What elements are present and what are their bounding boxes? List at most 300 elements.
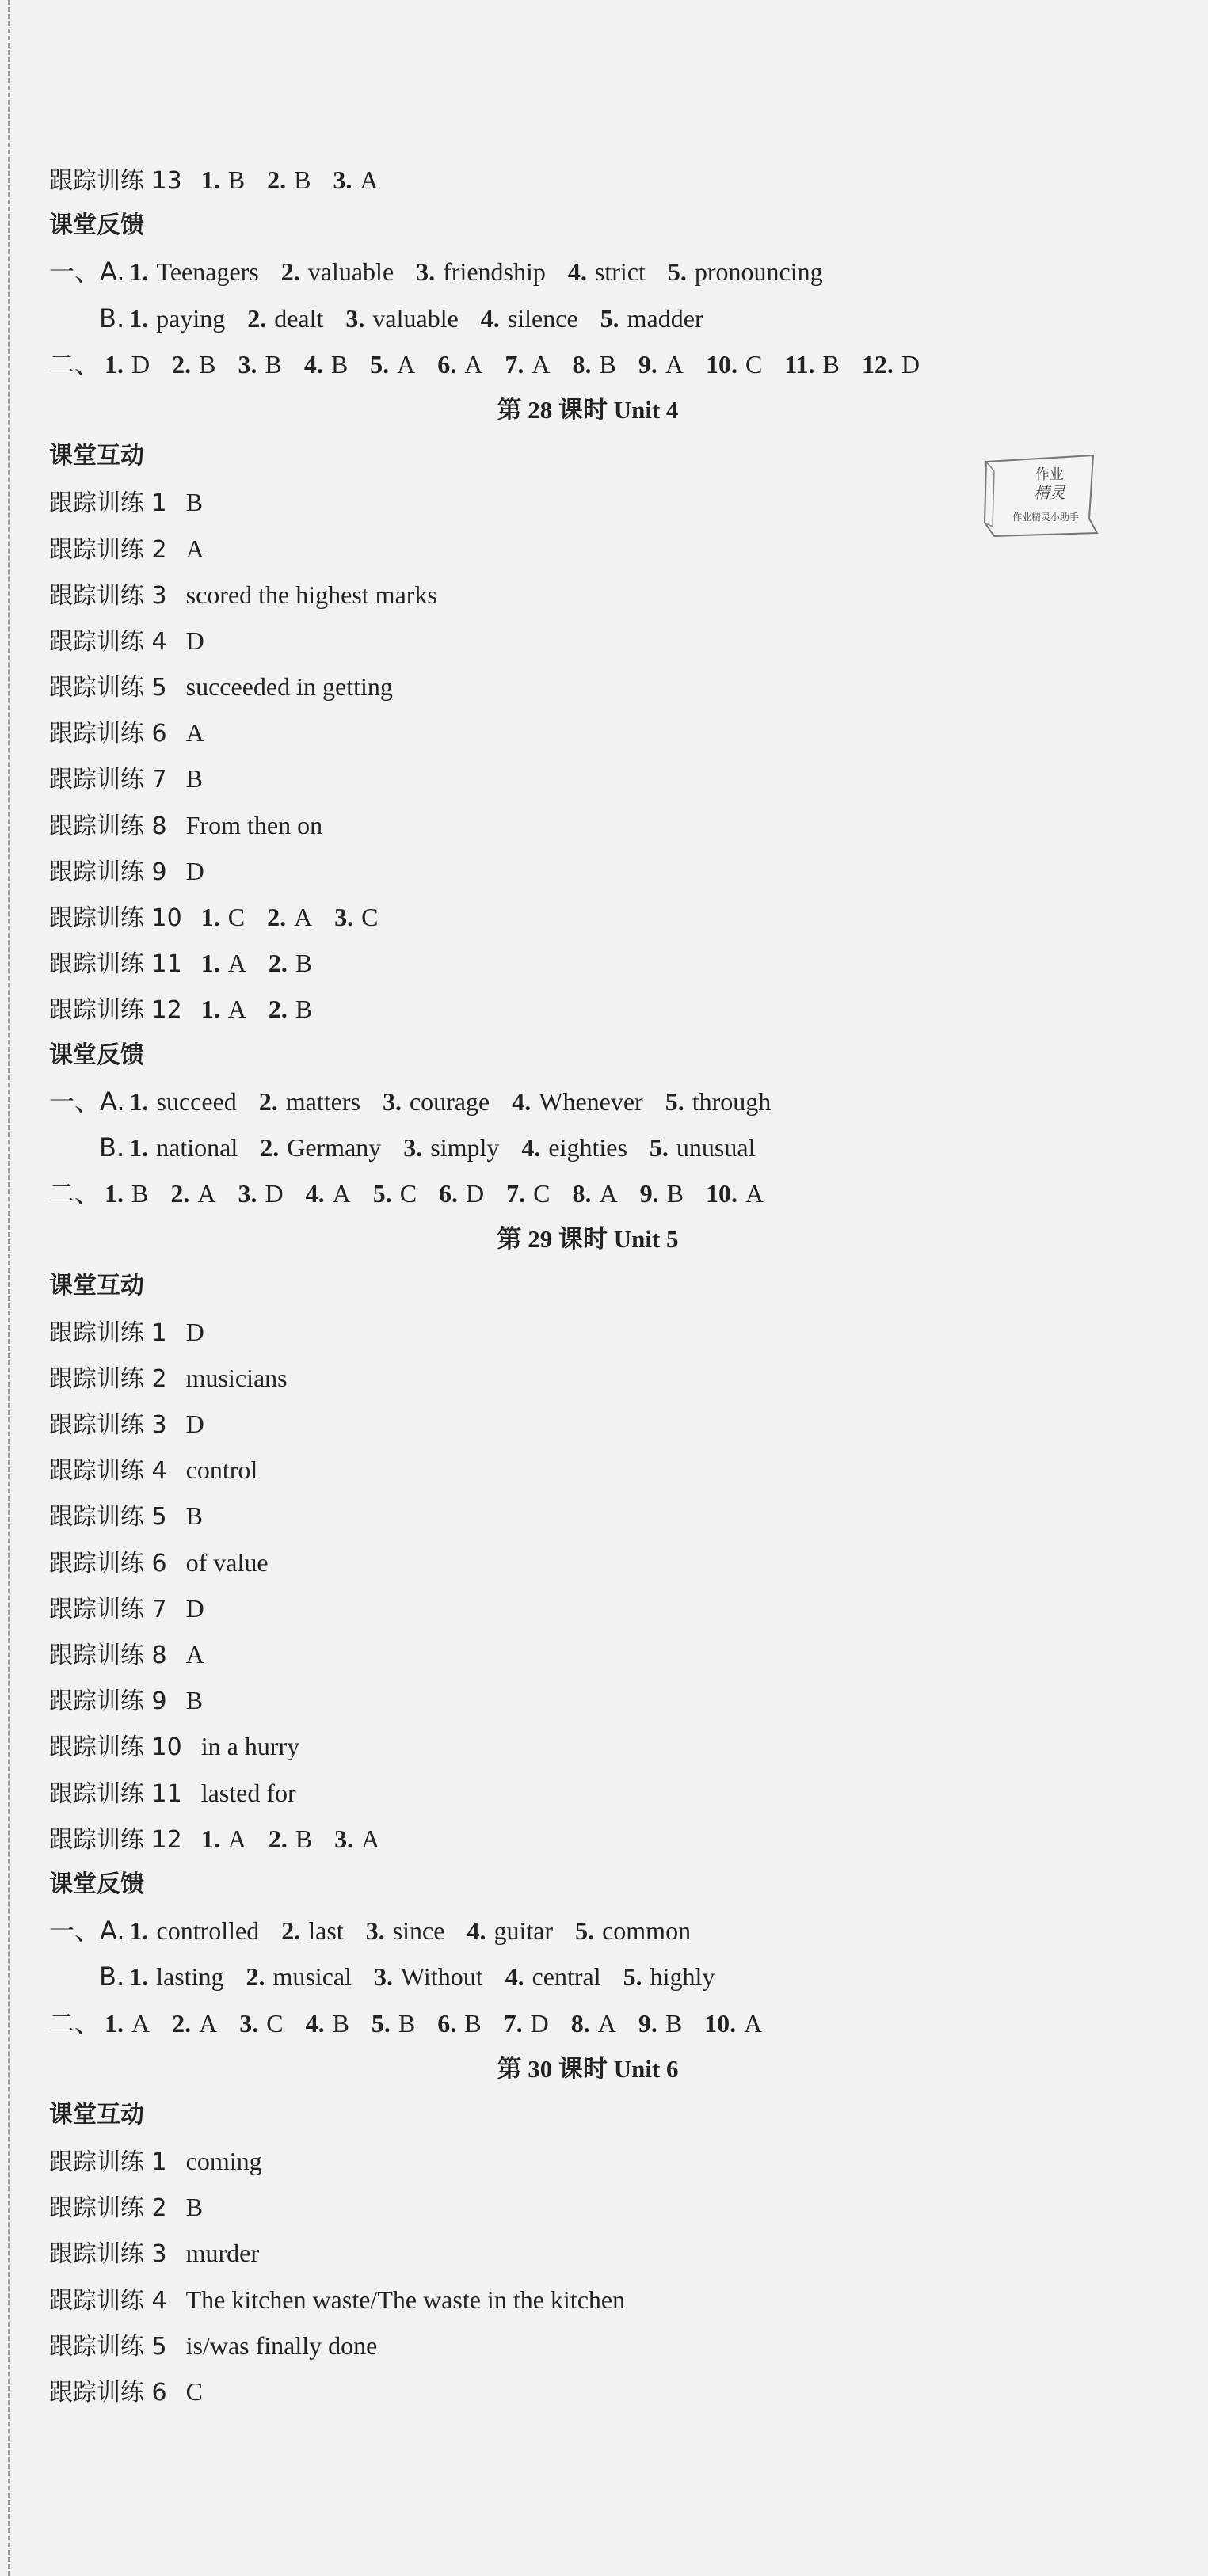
item-number: 11. [784,349,815,379]
question-group-label: 二、 [49,2007,101,2038]
item-answer: valuable [372,303,459,333]
item-answer: since [392,1916,445,1946]
item-answer: eighties [548,1132,627,1162]
item-answer: B [295,995,313,1024]
exercise-label: 跟踪训练 13 [49,167,182,195]
answer-text: D [185,1593,204,1623]
item-answer: A [199,2008,218,2038]
item-answer: C [227,903,246,931]
item-answer: B [398,2008,416,2038]
question-group-label: B. [99,1132,125,1162]
answer-row [49,1908,1158,1954]
item-number: 3. [365,1916,385,1946]
section-heading: 课堂互动 [49,1271,144,1299]
answer-item [129,1954,223,2000]
section-heading: 课堂互动 [49,2100,144,2129]
answer-item [467,1908,553,1954]
item-number: 1. [105,349,124,379]
item-answer: B [464,2008,482,2038]
item-answer: unusual [676,1132,756,1162]
tracking-exercise-row [49,1677,1158,1723]
item-answer: pronouncing [694,257,823,287]
section-heading: 课堂反馈 [49,1041,144,1069]
tracking-exercise-row [49,1309,1158,1355]
item-number: 1. [200,166,220,194]
tracking-exercise-row [49,894,1158,940]
item-answer: friendship [443,257,546,287]
tracking-exercise-row [49,710,1158,755]
answer-row [49,2000,1158,2046]
exercise-label: 跟踪训练 6 [49,1549,167,1577]
answer-item [372,2000,415,2046]
exercise-label: 跟踪训练 2 [49,535,167,564]
item-answer: B [330,349,349,379]
item-number: 4. [305,1179,325,1208]
answer-item [638,2000,682,2046]
item-number: 3. [238,349,257,379]
exercise-label: 跟踪训练 12 [49,1825,182,1854]
tracking-exercise-row [49,1723,1158,1769]
answer-text: B [185,1501,203,1531]
item-answer: A [744,2008,763,2038]
answer-text: C [185,2377,203,2406]
item-number: 1. [129,1086,149,1116]
item-answer: A [227,1824,246,1853]
item-answer: C [399,1179,417,1208]
answer-item [201,940,246,986]
question-group-label: 二、 [49,348,101,379]
answer-text: of value [185,1547,269,1577]
item-answer: B [199,349,216,379]
item-number: 3. [373,1962,393,1992]
item-answer: Whenever [539,1086,643,1116]
item-number: 1. [200,949,220,978]
answer-item [504,2000,549,2046]
stamp-line3: 作业精灵小助手 [1012,512,1080,523]
item-number: 6. [439,1179,459,1208]
answer-item [668,249,823,295]
answer-item [521,1124,627,1170]
item-number: 1. [200,1824,220,1853]
answer-item [130,249,259,295]
answer-text: D [185,1317,204,1346]
item-number: 2. [258,1086,278,1116]
exercise-label: 跟踪训练 6 [49,2379,167,2407]
item-number: 2. [281,1916,301,1946]
item-answer: B [227,166,246,194]
answer-item [437,341,482,387]
exercise-label: 跟踪训练 9 [49,1688,167,1716]
item-number: 1. [200,995,220,1024]
exercise-label: 跟踪训练 12 [49,996,182,1025]
item-number: 5. [623,1962,642,1992]
item-number: 2. [268,949,288,978]
item-number: 3. [333,166,352,194]
answer-item [105,341,150,387]
answer-item [575,1908,691,1954]
answer-row [49,295,1158,341]
answer-item [105,1170,148,1216]
item-answer: A [361,1824,380,1853]
answer-row [49,1170,1158,1216]
item-answer: A [227,949,246,978]
item-answer: A [197,1179,216,1208]
answer-row [49,1954,1158,2000]
item-number: 2. [246,1962,265,1992]
item-answer: B [822,349,840,379]
answer-item [505,341,550,387]
item-answer: A [599,1179,618,1208]
item-answer: B [665,2008,683,2038]
answer-text: The kitchen waste/The waste in the kitchen [185,2285,626,2314]
item-answer: A [745,1179,764,1208]
answer-text: coming [185,2147,262,2176]
answer-item [437,2000,481,2046]
answer-item [170,1170,215,1216]
item-number: 3. [334,1824,354,1853]
answer-item [238,341,281,387]
exercise-label: 跟踪训练 5 [49,674,167,702]
item-number: 3. [239,2008,259,2038]
item-number: 2. [170,1179,190,1208]
item-answer: D [131,349,151,379]
answer-item [370,341,415,387]
answer-item [201,986,246,1032]
exercise-label: 跟踪训练 1 [49,1318,167,1347]
item-answer: B [666,1179,684,1208]
answer-row [49,1079,1158,1124]
answer-item [568,249,646,295]
answer-item [333,157,378,203]
question-group-label: B. [99,302,125,333]
answer-item [638,341,684,387]
item-number: 1. [129,303,149,333]
item-answer: A [360,166,379,194]
item-number: 5. [575,1916,595,1946]
question-group-label: B. [99,1961,125,1992]
item-number: 4. [467,1916,486,1946]
answer-text: B [185,764,203,793]
answer-text: D [185,626,204,655]
item-answer: B [294,166,311,194]
item-number: 1. [129,1916,149,1946]
item-answer: A [397,349,416,379]
tracking-exercise-row [49,618,1158,664]
exercise-label: 跟踪训练 1 [49,489,167,518]
item-answer: B [295,949,313,978]
exercise-label: 跟踪训练 4 [49,1457,167,1486]
item-answer: A [131,2008,151,2038]
item-number: 4. [480,303,500,333]
answer-item [172,2000,217,2046]
item-answer: succeed [156,1086,237,1116]
item-answer: A [665,349,684,379]
tracking-exercise-row [49,2323,1158,2369]
tracking-exercise-row [49,802,1158,848]
answer-item [571,2000,616,2046]
answer-text: B [185,488,203,517]
answer-text: control [185,1455,258,1485]
item-answer: D [530,2008,549,2038]
answer-item [304,341,348,387]
item-number: 5. [370,349,390,379]
item-answer: D [466,1179,485,1208]
item-number: 2. [260,1132,280,1162]
answer-item [439,1170,484,1216]
lesson-title: 第 28 课时 Unit 4 [497,395,679,424]
answer-text: B [185,1686,203,1715]
item-answer: courage [409,1086,490,1116]
exercise-label: 跟踪训练 10 [49,904,182,932]
item-answer: A [597,2008,616,2038]
answer-item [172,341,215,387]
item-number: 3. [334,903,354,931]
item-number: 3. [382,1086,402,1116]
tracking-exercise-row [49,1447,1158,1493]
answer-item [334,894,378,940]
exercise-label: 跟踪训练 5 [49,2332,167,2361]
answer-item [366,1908,445,1954]
answer-item [572,341,615,387]
answer-item [665,1079,772,1124]
stamp-line1: 作业 [1035,466,1064,483]
item-number: 6. [437,2008,457,2038]
item-number: 4. [512,1086,532,1116]
exercise-label: 跟踪训练 10 [49,1733,182,1762]
answer-item [269,1816,312,1862]
item-number: 12. [861,349,894,379]
item-answer: national [156,1132,238,1162]
item-answer: A [332,1179,351,1208]
item-number: 4. [567,257,587,287]
answer-item [706,1170,764,1216]
exercise-label: 跟踪训练 8 [49,1642,167,1669]
item-number: 3. [403,1132,423,1162]
answer-item [281,1908,343,1954]
answer-item [247,295,323,341]
item-number: 7. [505,349,524,379]
item-number: 9. [638,2008,657,2038]
answer-text: lasted for [200,1778,296,1807]
answer-text: murder [185,2239,260,2268]
answer-item [306,2000,349,2046]
item-number: 3. [238,1179,257,1208]
answer-item [201,1816,246,1862]
question-group-label: 二、 [49,1178,101,1209]
answer-text: From then on [185,810,323,839]
answer-row [49,1124,1158,1170]
answer-item [706,341,762,387]
item-number: 8. [572,349,592,379]
answer-item [130,1079,237,1124]
item-answer: Without [400,1962,483,1992]
item-answer: paying [156,303,226,333]
item-number: 5. [667,257,687,287]
answer-item [623,1954,715,2000]
item-answer: A [532,349,551,379]
item-number: 8. [570,2008,590,2038]
exercise-label: 跟踪训练 11 [49,950,182,979]
tracking-exercise-row [49,664,1158,710]
answer-item [374,1954,483,2000]
item-answer: musical [272,1962,352,1992]
answer-item [267,894,312,940]
item-number: 2. [172,2008,192,2038]
exercise-label: 跟踪训练 5 [49,1503,167,1532]
item-number: 1. [129,1962,149,1992]
answer-item [506,1170,550,1216]
exercise-label: 跟踪训练 3 [49,2240,167,2269]
item-answer: simply [430,1132,500,1162]
answer-item [105,2000,150,2046]
item-number: 3. [416,257,436,287]
item-number: 3. [345,303,365,333]
answer-item [481,295,578,341]
item-answer: C [361,903,379,931]
answer-item [259,1079,360,1124]
tracking-exercise-row [49,1585,1158,1631]
tracking-exercise-row [49,2138,1158,2184]
answer-text: scored the highest marks [185,580,437,609]
item-number: 9. [638,349,657,379]
answer-item [373,1170,417,1216]
answer-item [512,1079,642,1124]
answer-item [238,1170,283,1216]
item-answer: through [692,1086,772,1116]
section-heading: 课堂反馈 [49,1870,144,1898]
item-answer: A [464,349,483,379]
item-number: 4. [521,1132,541,1162]
homework-stamp-logo [970,447,1105,542]
item-number: 2. [172,349,192,379]
item-number: 7. [506,1179,526,1208]
item-number: 10. [705,349,737,379]
item-answer: C [533,1179,551,1208]
exercise-label: 跟踪训练 1 [49,2148,167,2177]
answer-item [201,157,245,203]
section-heading: 课堂互动 [49,442,144,470]
item-number: 2. [267,166,287,194]
tracking-exercise-row [49,1493,1158,1539]
item-answer: B [265,349,282,379]
answer-item [129,295,225,341]
item-answer: Germany [287,1132,382,1162]
answer-text: A [185,534,204,563]
answer-item [306,1170,351,1216]
answer-item [129,1124,238,1170]
section-heading: 课堂反馈 [49,211,144,240]
item-answer: Teenagers [156,257,259,287]
answer-text: A [185,1640,204,1669]
item-answer: valuable [307,257,394,287]
item-number: 10. [704,2008,737,2038]
item-answer: highly [650,1962,715,1992]
tracking-exercise-row [49,2369,1158,2414]
tracking-exercise-row [49,1355,1158,1401]
item-number: 2. [247,303,267,333]
binding-dash-line [8,0,10,2576]
tracking-exercise-row [49,940,1158,986]
item-number: 10. [705,1179,737,1208]
answer-item [572,1170,617,1216]
item-answer: D [901,349,920,379]
exercise-label: 跟踪训练 11 [49,1779,182,1808]
item-number: 5. [649,1132,669,1162]
item-number: 1. [129,257,149,287]
exercise-label: 跟踪训练 7 [49,1595,167,1623]
answer-item [345,295,458,341]
tracking-exercise-row [49,1631,1158,1677]
answer-item [640,1170,684,1216]
question-group-label: 一、A. [49,257,125,287]
answer-item [239,2000,283,2046]
item-number: 4. [505,1962,524,1992]
answer-item [334,1816,379,1862]
answer-item [260,1124,381,1170]
item-answer: guitar [493,1916,554,1946]
item-answer: silence [507,303,578,333]
item-answer: C [745,349,763,379]
lesson-title: 第 30 课时 Unit 6 [497,2054,679,2083]
item-number: 5. [665,1086,684,1116]
item-number: 5. [372,1179,392,1208]
item-number: 1. [105,2008,124,2038]
item-answer: B [131,1179,149,1208]
tracking-exercise-row [49,1401,1158,1447]
item-number: 2. [268,1824,288,1853]
stamp-line2: 精灵 [1034,483,1065,502]
exercise-label: 跟踪训练 3 [49,581,167,610]
answer-item [600,295,703,341]
tracking-exercise-row [49,2277,1158,2323]
item-number: 7. [503,2008,523,2038]
item-number: 5. [371,2008,391,2038]
exercise-label: 跟踪训练 7 [49,766,167,794]
exercise-label: 跟踪训练 3 [49,1411,167,1440]
item-number: 1. [200,903,220,931]
answer-text: A [185,718,204,748]
item-number: 2. [280,257,300,287]
answer-item [201,894,245,940]
tracking-exercise-row [49,1539,1158,1585]
item-answer: madder [627,303,703,333]
item-number: 1. [129,1132,149,1162]
answer-item [246,1954,352,2000]
item-number: 8. [572,1179,592,1208]
answer-item [383,1079,490,1124]
item-answer: strict [594,257,646,287]
answer-row [49,341,1158,387]
answer-item [704,2000,762,2046]
question-group-label: 一、A. [49,1916,125,1946]
answer-item [784,341,840,387]
exercise-label: 跟踪训练 2 [49,1364,167,1393]
item-answer: A [227,995,246,1024]
exercise-label: 跟踪训练 6 [49,720,167,748]
item-answer: D [265,1179,284,1208]
exercise-label: 跟踪训练 9 [49,858,167,886]
answer-item [130,1908,260,1954]
item-answer: B [332,2008,349,2038]
answer-text: is/was finally done [185,2331,378,2360]
lesson-title: 第 29 课时 Unit 5 [497,1225,679,1254]
answer-text: in a hurry [200,1732,300,1761]
answer-text: B [185,2193,203,2222]
answer-item [862,341,920,387]
exercise-label: 跟踪训练 4 [49,2286,167,2315]
tracking-exercise-row [49,2230,1158,2276]
item-number: 9. [639,1179,659,1208]
